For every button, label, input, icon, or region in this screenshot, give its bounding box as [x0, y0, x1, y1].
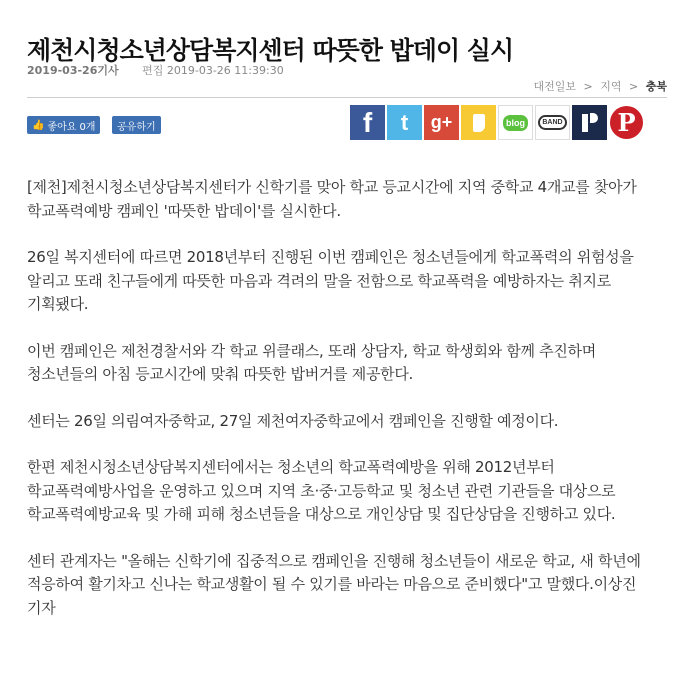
facebook-glyph: f: [362, 106, 373, 138]
article-title: 제천시청소년상담복지센터 따뜻한 밥데이 실시: [27, 35, 514, 65]
article-date: 2019-03-26기사: [27, 64, 119, 77]
google-plus-glyph: g+: [430, 112, 453, 132]
share-label: 공유하기: [117, 121, 156, 133]
paragraph-5: 한편 제천시청소년상담복지센터에서는 청소년의 학교폭력예방을 위해 2012년부터 학교폭력예방사업을 운영하고 있으며 지역 초·중·고등학교 및 청소년 관련 기관들을 대상으로 학교폭력예방교육 및 가해 피해 청소년들을 대상으로 개인상담 및 집단상담을 진행하고 있다.: [27, 458, 616, 523]
kakaostory-icon[interactable]: [461, 105, 496, 140]
pinterest-glyph: P: [610, 106, 643, 139]
breadcrumb-separator: >: [583, 80, 593, 93]
sns-share-bar: [350, 105, 646, 140]
header-divider: [27, 97, 667, 98]
article-meta: [27, 62, 284, 78]
breadcrumb-separator: >: [629, 80, 639, 93]
pinterest-icon[interactable]: [609, 105, 644, 140]
breadcrumb: [534, 78, 667, 94]
paragraph-1: [제천]제천시청소년상담복지센터가 신학기를 맞아 학교 등교시간에 지역 중학교 4개교를 찾아가 학교폭력예방 캠페인 '따뜻한 밥데이'를 실시한다.: [27, 178, 637, 220]
band-icon[interactable]: [535, 105, 570, 140]
paragraph-3: 이번 캠페인은 제천경찰서와 각 학교 위클래스, 또래 상담자, 학교 학생회와 함께 추진하며 청소년들의 아침 등교시간에 맞춰 따뜻한 밥버거를 제공한다.: [27, 341, 596, 383]
plurk-bowl: [590, 113, 598, 123]
like-button[interactable]: [27, 116, 100, 134]
paragraph-2: 26일 복지센터에 따르면 2018년부터 진행된 이번 캠페인은 청소년들에게 학교폭력의 위험성을 알리고 또래 친구들에게 따뜻한 마음과 격려의 말을 전함으로 학교폭력을 예방하자는 취지로 기획됐다.: [27, 248, 634, 313]
paragraph-4: 센터는 26일 의림여자중학교, 27일 제천여자중학교에서 캠페인을 진행할 예정이다.: [27, 411, 559, 430]
band-glyph: BAND: [538, 115, 566, 130]
twitter-icon[interactable]: [387, 105, 422, 140]
breadcrumb-item-publisher[interactable]: 대전일보: [533, 80, 577, 93]
kakaostory-glyph: [473, 114, 485, 132]
breadcrumb-item-current[interactable]: 충북: [645, 80, 667, 93]
plurk-bar: [582, 114, 588, 132]
thumbs-up-icon: 👍: [32, 119, 45, 131]
like-label: 좋아요: [47, 121, 77, 133]
plurk-icon[interactable]: [572, 105, 607, 140]
like-count: 0개: [79, 121, 96, 133]
article-body: [27, 176, 667, 643]
facebook-icon[interactable]: [350, 105, 385, 140]
twitter-glyph: t: [400, 109, 409, 135]
share-button[interactable]: [112, 116, 161, 134]
google-plus-icon[interactable]: [424, 105, 459, 140]
breadcrumb-item-region[interactable]: 지역: [600, 80, 622, 93]
article-edited-time: 편집 2019-03-26 11:39:30: [142, 64, 284, 77]
paragraph-6: 센터 관계자는 "올해는 신학기에 집중적으로 캠페인을 진행해 청소년들이 새로운 학교, 새 학년에 적응하여 활기차고 신나는 학교생활이 될 수 있기를 바라는 마음으로 준비했다"고 말했다.이상진 기자: [27, 551, 641, 617]
blog-glyph: blog: [503, 115, 528, 131]
naver-blog-icon[interactable]: [498, 105, 533, 140]
